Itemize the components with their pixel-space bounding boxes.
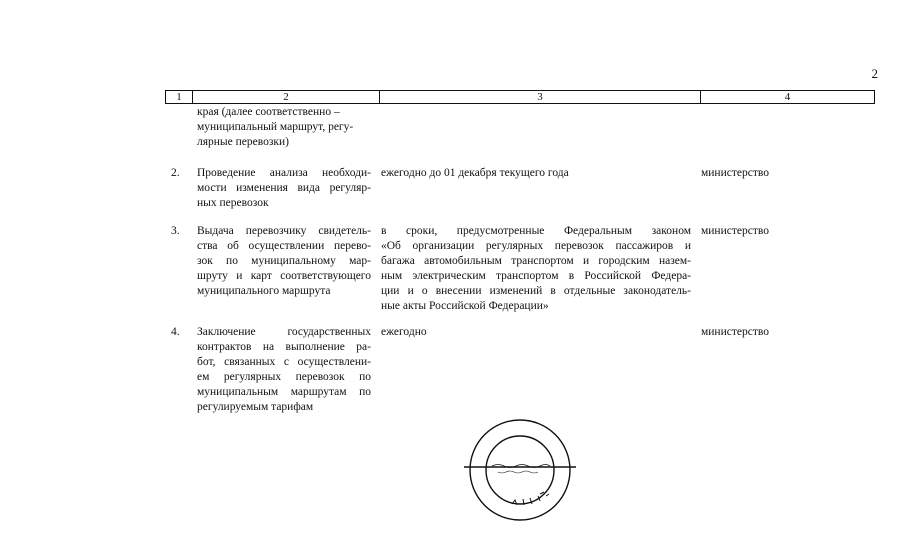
column-number-1: 1 <box>176 91 182 103</box>
row-responsible <box>697 105 875 150</box>
row-description <box>197 325 377 415</box>
description-line: края (далее соответственно – <box>197 106 340 118</box>
description-line: контрактов на выполнение ра- <box>197 341 371 353</box>
description-line: ства об осуществлении перево- <box>197 240 371 252</box>
table-row <box>165 166 875 211</box>
table-row <box>165 325 875 415</box>
description-line: Заключение государственных <box>197 326 371 338</box>
deadline-line: ции и о внесении изменений в отдельные законодатель- <box>381 285 691 297</box>
description-line: шруту и карт соответствующего <box>197 270 371 282</box>
deadline-line: ежегодно <box>381 326 427 338</box>
description-line: регулируемым тарифам <box>197 401 314 413</box>
table-row <box>165 224 875 314</box>
description-line: ных перевозок <box>197 197 269 209</box>
description-line: муниципальным маршрутам по <box>197 386 371 398</box>
description-line: Проведение анализа необходи- <box>197 167 371 179</box>
column-number-3: 3 <box>379 91 700 103</box>
table-row-continuation <box>165 105 875 150</box>
row-description <box>197 105 377 150</box>
row-deadline <box>377 224 697 314</box>
description-line: ем регулярных перевозок по <box>197 371 371 383</box>
deadline-line: ным электрическим транспортом в Российской Федера- <box>381 270 691 282</box>
description-line: Выдача перевозчику свидетель- <box>197 225 371 237</box>
column-number-2: 2 <box>192 91 379 103</box>
deadline-line: ные акты Российской Федерации» <box>381 300 549 312</box>
description-line: зок по муниципальному мар- <box>197 255 371 267</box>
page-number: 2 <box>871 66 878 81</box>
row-description <box>197 166 377 211</box>
row-deadline <box>377 166 697 211</box>
column-number-header <box>165 90 875 104</box>
deadline-line: багажа автомобильным транспортом и городским назем- <box>381 255 691 267</box>
deadline-line: в сроки, предусмотренные Федеральным законом <box>381 225 691 237</box>
row-deadline <box>377 325 697 415</box>
row-number: 2. <box>171 167 180 179</box>
row-responsible: министерство <box>701 225 769 237</box>
description-line: лярные перевозки) <box>197 136 289 148</box>
row-number: 3. <box>171 225 180 237</box>
row-number-empty <box>165 105 197 150</box>
description-line: муниципального маршрута <box>197 285 331 297</box>
row-deadline <box>377 105 697 150</box>
row-description <box>197 224 377 314</box>
column-number-4: 4 <box>700 91 874 103</box>
description-line: мости изменения вида регуляр- <box>197 182 371 194</box>
deadline-line: ежегодно до 01 декабря текущего года <box>381 167 569 179</box>
description-line: муниципальный маршрут, регу- <box>197 121 354 133</box>
description-line: бот, связанных с осуществлени- <box>197 356 371 368</box>
row-responsible: министерство <box>701 326 769 338</box>
row-number: 4. <box>171 326 180 338</box>
row-responsible: министерство <box>701 167 769 179</box>
deadline-line: «Об организации регулярных перевозок пассажиров и <box>381 240 691 252</box>
official-seal-stamp <box>462 416 580 524</box>
